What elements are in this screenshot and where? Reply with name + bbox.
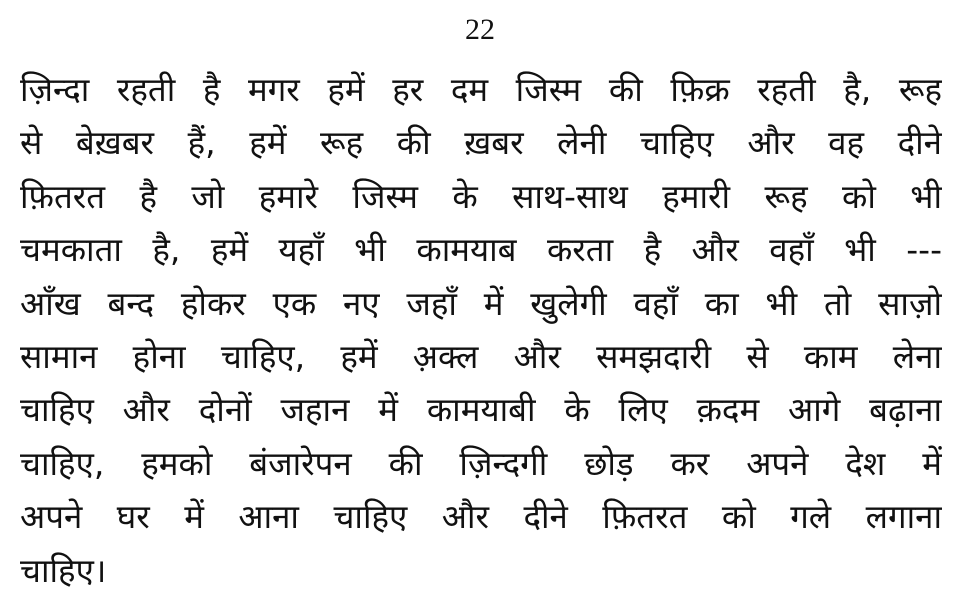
text-line-8: चाहिए, हमको बंजारेपन की ज़िन्दगी छोड़ कर अपने देश में bbox=[20, 443, 942, 483]
page-number: 22 bbox=[465, 13, 495, 46]
text-line-2: से बेख़बर हैं, हमें रूह की ख़बर लेनी चाहिए और वह दीने bbox=[20, 123, 942, 163]
text-line-6: सामान होना चाहिए, हमें अ़क्ल और समझदारी से काम लेना bbox=[20, 336, 942, 376]
text-line-1: ज़िन्दा रहती है मगर हमें हर दम जिस्म की फ़िक्र रहती है, रूह bbox=[20, 70, 942, 109]
text-line-3: फ़ितरत है जो हमारे जिस्म के साथ-साथ हमारी रूह को भी bbox=[20, 176, 942, 216]
text-line-9: अपने घर में आना चाहिए और दीने फ़ितरत को गले लगाना bbox=[20, 497, 942, 537]
text-line-4: चमकाता है, हमें यहाँ भी कामयाब करता है और वहाँ भी --- bbox=[20, 230, 942, 270]
text-line-5: आँख बन्द होकर एक नए जहाँ में खुलेगी वहाँ का भी तो साज़ो bbox=[20, 283, 942, 323]
text-line-7: चाहिए और दोनों जहान में कामयाबी के लिए क़दम आगे बढ़ाना bbox=[20, 390, 942, 430]
body-paragraph bbox=[20, 63, 942, 597]
text-line-10: चाहिए। bbox=[20, 550, 107, 590]
